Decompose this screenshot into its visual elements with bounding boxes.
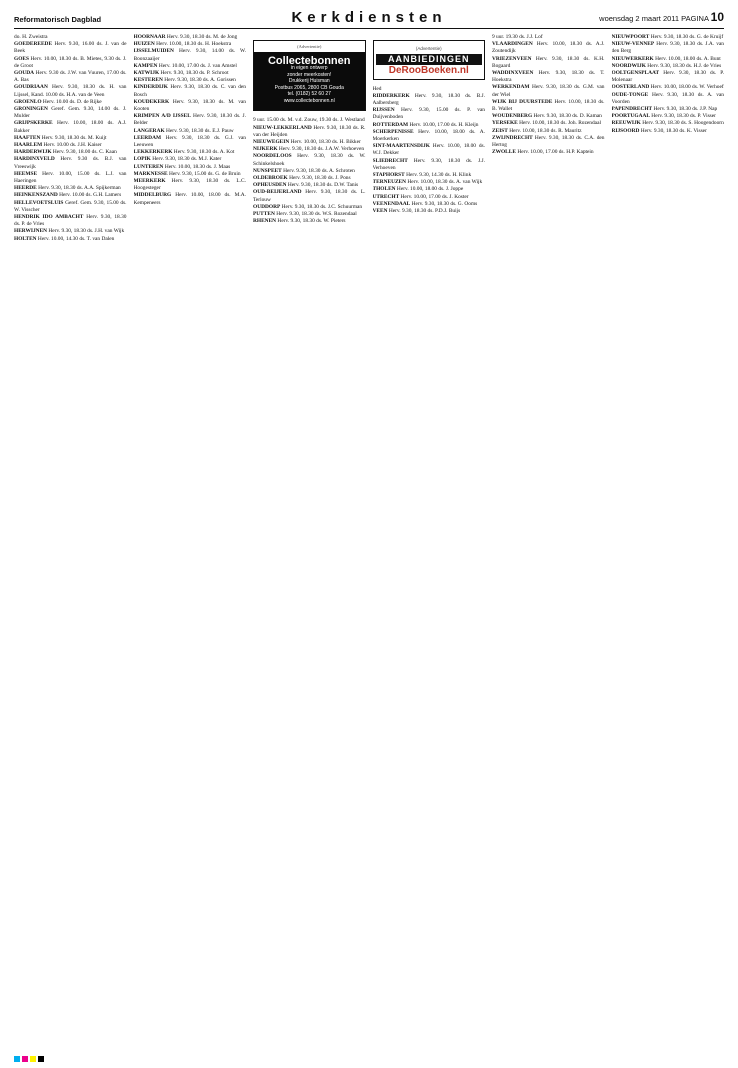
service-entry: LUNTEREN Herv. 10.00, 18.30 ds. J. Maas xyxy=(133,163,231,170)
place-name: TERNEUZEN xyxy=(372,179,407,186)
service-entry: VEENENDAAL Herv. 9.30, 18.30 ds. G. Ooms xyxy=(372,200,478,207)
place-name: RIJSOORD xyxy=(611,127,640,134)
place-name: SLIEDRECHT xyxy=(372,157,408,164)
service-entry: 9 uur. 19.30 ds. J.J. Lof xyxy=(492,34,543,40)
brand-part-a: DeRoo xyxy=(388,65,421,77)
service-entry: LEERDAM Herv. 9.30, 18.30 ds. G.J. van Leeuwen xyxy=(133,134,246,149)
place-name: LUNTEREN xyxy=(133,163,164,170)
service-entry: SLIEDRECHT Herv. 9.30, 18.30 ds. J.J. Verhoeven xyxy=(372,157,485,171)
service-entry: NIEUWERKERK Herv. 10.00, 18.00 ds. A. Bunt xyxy=(611,55,721,62)
column-4 xyxy=(373,34,486,1060)
service-entry: HELLEVOETSLUIS Geref. Gem. 9.30, 15.00 ds. W. Visscher xyxy=(14,199,127,213)
place-name: PUTTEN xyxy=(253,211,275,218)
service-entry: VEEN Herv. 9.30, 18.30 ds. P.D.J. Buijs xyxy=(372,208,461,215)
place-name: OOSTERLAND xyxy=(611,84,650,91)
place-name: GOUDA xyxy=(14,70,35,77)
service-entry: HERWIJNEN Herv. 9.30, 18.30 ds. J.H. van Wijk xyxy=(14,228,125,235)
service-entry: LANGERAK Herv. 9.30, 18.30 ds. E.J. Pauw xyxy=(133,127,234,134)
place-name: VEENENDAAL xyxy=(372,200,411,207)
place-name: OUD-BEIJERLAND xyxy=(253,189,302,196)
service-entry: IJSSELMUIDEN Herv. 9.30, 14.00 ds. W. Boonzaaijer xyxy=(133,48,246,62)
ad-label: (Advertentie) xyxy=(297,44,322,49)
collect-ad-line: zonder meerkosten! xyxy=(287,71,332,78)
service-entry: GOEDEREEDE Herv. 9.30, 16.00 ds. J. van de Beek xyxy=(14,41,127,55)
place-name: HUIZEN xyxy=(133,41,155,48)
service-entry: RHENEN Herv. 9.30, 18.30 ds. W. Pieters xyxy=(253,218,346,225)
service-entry: TERNEUZEN Herv. 10.00, 18.30 ds. A. van Wijk xyxy=(372,179,483,186)
page-info xyxy=(524,10,724,28)
service-entry: Hed xyxy=(372,85,382,92)
service-entry: STAPHORST Herv. 9.30, 14.30 ds. H. Klink xyxy=(372,172,472,179)
place-name: NUNSPEET xyxy=(253,167,282,174)
place-name: NIEUWERKERK xyxy=(611,55,654,62)
place-name: GROENLO xyxy=(14,98,42,105)
page-date: woensdag 2 maart 2011 xyxy=(599,14,680,23)
service-entry: KATWIJK Herv. 9.30, 18.30 ds. P. Schroot xyxy=(133,70,229,77)
service-entry: HAARLEM Herv. 10.00 ds. J.H. Kaiser xyxy=(14,142,102,149)
service-entry: REEUWIJK Herv. 9.30, 18.30 ds. S. Hoogendoorn xyxy=(611,120,724,127)
place-name: OUDE-TONGE xyxy=(611,91,649,98)
service-entry: ROTTERDAM Herv. 10.00, 17.00 ds. H. Kleijn xyxy=(372,121,479,128)
service-entry: GROENLO Herv. 10.00 ds. D. de Rijke xyxy=(14,98,102,105)
place-name: RIDDERKERK xyxy=(372,92,410,99)
deroo-boeken-logo xyxy=(376,65,483,76)
place-name: NOORDELOOS xyxy=(253,153,292,160)
place-name: HEEMSE xyxy=(14,170,38,177)
service-entry: LOPIK Herv. 9.30, 18.30 ds. M.J. Kater xyxy=(133,156,222,163)
place-name: HAAFTEN xyxy=(14,134,41,141)
collect-ad-line: Drukkerij Huisman xyxy=(288,78,330,85)
cyan-mark xyxy=(14,1056,20,1062)
place-name: VLAARDINGEN xyxy=(492,41,533,48)
service-entry: OPHEUSDEN Herv. 9.30, 18.30 ds. D.W. Tanis xyxy=(253,182,359,189)
place-name: OOLTGENSPLAAT xyxy=(611,70,660,77)
place-name: REEUWIJK xyxy=(611,120,641,127)
collectebonnen-ad xyxy=(253,40,366,111)
yellow-mark xyxy=(30,1056,36,1062)
place-name: IJSSELMUIDEN xyxy=(133,48,174,55)
page-label: PAGINA xyxy=(681,14,709,23)
place-name: GOES xyxy=(14,55,29,62)
service-entry: NIEUWEGEIN Herv. 10.00, 18.30 ds. H. Bikker xyxy=(253,139,361,146)
publication-name: Reformatorisch Dagblad xyxy=(14,15,102,24)
place-name: GOEDEREEDE xyxy=(14,41,53,48)
place-name: VEEN xyxy=(372,208,388,215)
service-entry: WERKENDAM Herv. 9.30, 18.30 ds. G.M. van der Wiel xyxy=(492,84,605,98)
collect-ad-line: www.collectebonnen.nl xyxy=(283,97,335,104)
service-entry: GOUDRIAAN Herv. 9.30, 18.30 ds. H. van Lijssel, Kand. 10.00 ds. H.A. van de Veen xyxy=(14,84,127,98)
collect-ad-line: in eigen ontwerp xyxy=(290,65,328,72)
service-entry: HARDERWIJK Herv. 9.30, 18.00 ds. C. Kaan xyxy=(14,149,117,156)
service-entry: PAPENDRECHT Herv. 9.30, 18.30 ds. J.P. Nap xyxy=(611,106,718,113)
place-name: MARKNESSE xyxy=(133,170,168,177)
column-2 xyxy=(134,34,247,1060)
service-entry: do. H. Zweistra xyxy=(14,34,48,40)
service-entry: KOUDEKERK Herv. 9.30, 18.30 ds. M. van Kooten xyxy=(133,98,246,113)
service-entry: WADDINXVEEN Herv. 9.30, 18.30 ds. T. Hoekstra xyxy=(492,70,605,84)
service-entry: LEKKERKERK Herv. 9.30, 18.30 ds. A. Kot xyxy=(133,149,235,156)
service-entry: PUTTEN Herv. 9.30, 18.30 ds. W.S. Rozendaal xyxy=(253,211,357,218)
service-entry: NIEUW-VENNEP Herv. 9.30, 18.30 ds. J.A. van den Berg xyxy=(611,41,724,55)
place-name: HEERDE xyxy=(14,185,37,192)
place-name: HELLEVOETSLUIS xyxy=(14,199,64,206)
place-name: RIJSSEN xyxy=(372,107,395,114)
aanbiedingen-heading: AANBIEDINGEN xyxy=(376,54,483,65)
place-name: HEINKENSZAND xyxy=(14,192,58,199)
service-entry: RIDDERKERK Herv. 9.30, 18.30 ds. B.J. Aalbersberg xyxy=(372,92,485,107)
place-name: KINDERDIJK xyxy=(133,84,168,91)
service-entry: OUD-BEIJERLAND Herv. 9.30, 18.30 ds. L. Terlouw xyxy=(253,189,366,203)
place-name: YERSEKE xyxy=(492,120,518,127)
place-name: LANGERAK xyxy=(133,127,165,134)
place-name: ZWIJNDRECHT xyxy=(492,134,533,141)
service-entry: OOSTERLAND Herv. 10.00, 18.00 ds. W. Verhoef xyxy=(611,84,724,91)
place-name: NIEUW-VENNEP xyxy=(611,41,655,48)
service-entry: NOORDWIJK Herv. 9.30, 18.30 ds. H.J. de Vries xyxy=(611,62,722,69)
place-name: KOUDEKERK xyxy=(133,98,170,105)
place-name: LEKKERKERK xyxy=(133,149,173,156)
place-name: HAARLEM xyxy=(14,142,43,149)
service-entry: ZWIJNDRECHT Herv. 9.30, 18.30 ds. C.A. den Hertog xyxy=(492,134,605,149)
service-entry: NOORDELOOS Herv. 9.30, 18.30 ds. W. Schinkelshoek xyxy=(253,153,366,167)
service-entry: OUDDORP Herv. 9.30, 18.30 ds. J.C. Schuurman xyxy=(253,203,363,210)
service-entry: KINDERDIJK Herv. 9.30, 18.30 ds. C. van den Bosch xyxy=(133,84,246,98)
service-entry: RIJSSEN Herv. 9.30, 15.00 ds. P. van Duijvenboden xyxy=(372,107,485,121)
service-entry: KAMPEN Herv. 10.00, 17.00 ds. J. van Amstel xyxy=(133,62,237,69)
place-name: WERKENDAM xyxy=(492,84,530,91)
place-name: PAPENDRECHT xyxy=(611,106,653,113)
collect-ad-line: Postbus 2065, 2800 CB Gouda xyxy=(274,84,344,91)
place-name: HARDINXVELD xyxy=(14,156,55,163)
page-number: 10 xyxy=(710,10,724,24)
service-listings xyxy=(14,34,724,1060)
service-entry: VLAARDINGEN Herv. 10.00, 18.30 ds. A.J. Zoutendijk xyxy=(492,41,605,55)
place-name: NOORDWIJK xyxy=(611,62,646,69)
place-name: GRIJPSKERKE xyxy=(14,120,53,127)
collect-ad-title: Collectebonnen xyxy=(267,55,351,68)
ad-label: (Advertentie) xyxy=(415,46,442,51)
place-name: WADDINXVEEN xyxy=(492,70,534,77)
service-entry: OOLTGENSPLAAT Herv. 9.30, 18.30 ds. P. Molenaar xyxy=(611,70,724,84)
place-name: NIEUW-LEKKERLAND xyxy=(253,124,312,131)
aanbiedingen-ad xyxy=(373,40,486,80)
place-name: RHENEN xyxy=(253,218,277,225)
place-name: MEERKERK xyxy=(133,178,166,185)
service-entry: MARKNESSE Herv. 9.30, 15.00 ds. G. de Bruin xyxy=(133,170,241,177)
place-name: OUDDORP xyxy=(253,203,281,210)
place-name: OPHEUSDEN xyxy=(253,182,287,189)
service-entry: OUDE-TONGE Herv. 9.30, 18.30 ds. A. van Voorden xyxy=(611,91,724,105)
place-name: POORTUGAAL xyxy=(611,113,650,120)
column-1 xyxy=(14,34,127,1060)
service-entry: KESTEREN Herv. 9.30, 18.30 ds. A. Gorissen xyxy=(133,77,236,84)
service-entry: NIEUW-LEKKERLAND Herv. 9.30, 18.30 ds. R. van der Heijden xyxy=(253,124,366,138)
place-name: ZEIST xyxy=(492,127,508,134)
service-entry: ZEIST Herv. 10.00, 18.30 ds. R. Mauritz xyxy=(492,127,582,134)
black-mark xyxy=(38,1056,44,1062)
service-entry: NIJKERK Herv. 9.30, 18.30 ds. J.A.W. Verhoeven xyxy=(253,146,365,153)
place-name: KRIMPEN A/D IJSSEL xyxy=(133,113,191,120)
service-entry: KRIMPEN A/D IJSSEL Herv. 9.30, 18.30 ds. J. Belder xyxy=(133,113,246,127)
place-name: WIJK BIJ DUURSTEDE xyxy=(492,98,553,105)
print-registration-marks xyxy=(14,1056,74,1064)
place-name: HOLTEN xyxy=(14,235,37,242)
place-name: GOUDRIAAN xyxy=(14,84,48,91)
place-name: HENDRIK IDO AMBACHT xyxy=(14,214,84,221)
column-6 xyxy=(612,34,725,1060)
service-entry: HEERDE Herv. 9.30, 18.30 ds. A.A. Spijkerman xyxy=(14,185,121,192)
column-5 xyxy=(492,34,605,1060)
place-name: GRONINGEN xyxy=(14,106,48,113)
place-name: NIEUWPOORT xyxy=(611,34,650,40)
place-name: THOLEN xyxy=(372,186,396,193)
service-entry: NIEUWPOORT Herv. 9.30, 18.30 ds. G. de Kruijf xyxy=(611,34,724,40)
place-name: KAMPEN xyxy=(133,62,158,69)
service-entry: GOES Herv. 10.00, 18.30 ds. B. Mietes, 9.30 ds. J. de Groot xyxy=(14,55,127,69)
service-entry: HENDRIK IDO AMBACHT Herv. 9.30, 18.30 ds. P. de Vries xyxy=(14,214,127,228)
service-entry: OLDEBROEK Herv. 9.30, 18.30 ds. J. Pons xyxy=(253,175,351,182)
service-entry: GRIJPSKERKE Herv. 10.00, 18.00 ds. A.J. Bakker xyxy=(14,120,127,134)
magenta-mark xyxy=(22,1056,28,1062)
place-name: OLDEBROEK xyxy=(253,175,288,182)
service-entry: HOLTEN Herv. 10.00, 14.30 ds. T. van Dalen xyxy=(14,235,115,242)
service-entry: MIDDELBURG Herv. 10.00, 18.00 ds. M.A. Kempeneers xyxy=(133,192,246,206)
place-name: HOORNAAR xyxy=(133,34,166,40)
brand-part-b: Boeken.nl xyxy=(420,65,469,77)
service-entry: HUIZEN Herv. 10.00, 18.30 ds. H. Hoekstra xyxy=(133,41,232,48)
place-name: SINT-MAARTENSDIJK xyxy=(372,143,430,150)
collect-ad-line: tel. (0182) 52 60 27 xyxy=(287,91,331,98)
place-name: WOUDENBERG xyxy=(492,113,533,120)
place-name: NIJKERK xyxy=(253,146,278,153)
service-entry: YERSEKE Herv. 10.00, 18.30 ds. Joh. Rozendaal xyxy=(492,120,601,127)
service-entry: ZWOLLE Herv. 10.00, 17.00 ds. H.P. Kaptein xyxy=(492,149,594,156)
service-entry: SINT-MAARTENSDIJK Herv. 10.00, 18.00 ds. W.J. Dekker xyxy=(372,143,485,157)
place-name: HERWIJNEN xyxy=(14,228,48,235)
service-entry: MEERKERK Herv. 9.30, 18.30 ds. L.C. Hoogesteger xyxy=(133,178,246,192)
page-header xyxy=(14,6,724,29)
service-entry: WOUDENBERG Herv. 9.30, 18.30 ds. D. Kaman xyxy=(492,113,602,120)
place-name: STAPHORST xyxy=(372,172,405,179)
service-entry: HEEMSE Herv. 10.00, 15.00 ds. L.J. van Haeringen xyxy=(14,170,127,185)
place-name: LOPIK xyxy=(133,156,151,163)
column-3 xyxy=(253,34,366,1060)
collect-ad-body xyxy=(254,52,365,110)
service-entry: 9 uur. 15.00 ds. M. v.d. Zouw, 19.30 ds. J. Westland xyxy=(253,117,365,124)
service-entry: HARDINXVELD Herv. 9.30 ds. B.J. van Vreeswijk xyxy=(14,156,127,170)
place-name: KATWIJK xyxy=(133,70,160,77)
place-name: ZWOLLE xyxy=(492,149,516,156)
service-entry: VRIEZENVEEN Herv. 9.30, 18.30 ds. K.H. Bogaard xyxy=(492,55,605,69)
service-entry: HOORNAAR Herv. 9.30, 18.30 ds. M. de Jong xyxy=(133,34,238,40)
service-entry: GOUDA Herv. 9.30 ds. J.W. van Vuuren, 17.00 ds. A. Bas xyxy=(14,70,127,84)
place-name: HARDERWIJK xyxy=(14,149,52,156)
service-entry: POORTUGAAL Herv. 9.30, 18.30 ds. P. Visser xyxy=(611,113,716,120)
place-name: ROTTERDAM xyxy=(372,121,409,128)
service-entry: RIJSOORD Herv. 9.30, 18.30 ds. K. Visser xyxy=(611,127,707,134)
place-name: KESTEREN xyxy=(133,77,163,84)
service-entry: NUNSPEET Herv. 9.30, 18.30 ds. A. Schroten xyxy=(253,167,355,174)
service-entry: GRONINGEN Geref. Gem. 9.30, 14.00 ds. J. Mulder xyxy=(14,106,127,120)
service-entry: HEINKENSZAND Herv. 10.00 ds. G.H. Lamers xyxy=(14,192,122,199)
place-name: LEERDAM xyxy=(133,134,162,141)
place-name: SCHERPENISSE xyxy=(372,128,414,135)
service-entry: HAAFTEN Herv. 9.30, 18.30 ds. M. Kuijt xyxy=(14,134,107,141)
service-entry: WIJK BIJ DUURSTEDE Herv. 10.00, 18.30 ds. B. Wallet xyxy=(492,98,605,113)
service-entry: UTRECHT Herv. 10.00, 17.00 ds. J. Koster xyxy=(372,193,469,200)
service-entry: SCHERPENISSE Herv. 10.00, 18.00 ds. A. Moerkerken xyxy=(372,128,485,143)
place-name: NIEUWEGEIN xyxy=(253,139,290,146)
service-entry: THOLEN Herv. 10.00, 18.00 ds. J. Joppe xyxy=(372,186,464,193)
place-name: MIDDELBURG xyxy=(133,192,172,199)
place-name: UTRECHT xyxy=(372,193,400,200)
place-name: VRIEZENVEEN xyxy=(492,55,532,62)
section-title: Kerkdiensten xyxy=(291,9,447,26)
